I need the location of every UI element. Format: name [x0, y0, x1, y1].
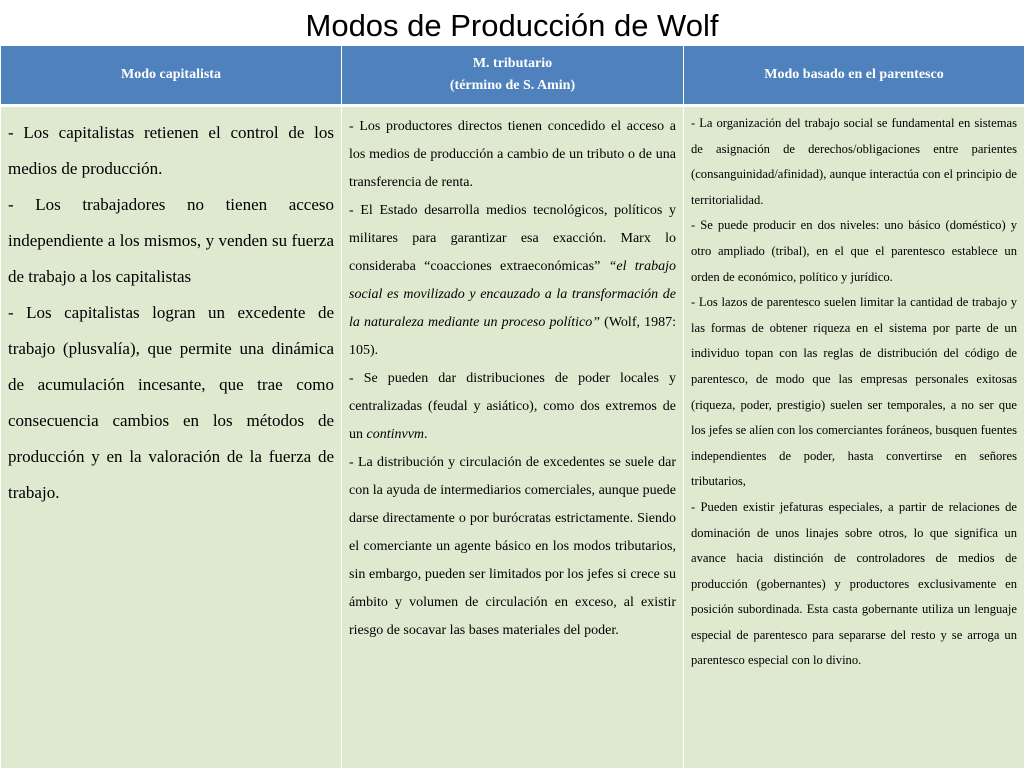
header-modo-parentesco [684, 46, 1024, 106]
tributario-point-1: - Los productores directos tienen concedido el acceso a los medios de producción a cambio de un tributo o de una transferencia de renta. [349, 119, 676, 190]
page-title: Modos de Producción de Wolf [305, 8, 719, 43]
tributario-quote: “el trabajo social es movilizado y encauzado a la transformación de la naturaleza mediante un proceso político” [349, 259, 676, 330]
header-modo-capitalista [1, 46, 342, 106]
tributario-point-2 [349, 197, 676, 365]
header-sublabel-tributario: (término de S. Amin) [449, 78, 576, 93]
tributario-citation: (Wolf, 1987: 105). [349, 315, 676, 358]
tributario-point-3 [349, 365, 676, 449]
tributario-point-3-end: . [424, 427, 428, 442]
table-header [1, 46, 1024, 106]
capitalista-point-3: - Los capitalistas logran un excedente de trabajo (plusvalía), que permite una dinámica de acumulación incesante, que trae como consecuencia cambios en los métodos de producción y en la valoración de la fuerza de trabajo. [8, 303, 334, 502]
capitalista-point-2: - Los trabajadores no tienen acceso independiente a los mismos, y venden su fuerza de trabajo a los capitalistas [8, 195, 334, 286]
parentesco-point-2: - Se puede producir en dos niveles: uno básico (doméstico) y otro ampliado (tribal), en el que el parentesco establece un orden de económico, político y jurídico. [691, 218, 1017, 284]
tributario-continuum: continvvm [366, 427, 425, 442]
modes-table [0, 46, 1024, 768]
parentesco-point-4: - Pueden existir jefaturas especiales, a partir de relaciones de dominación de unos linajes sobre otros, lo que significa un avance hacia distinción de controladores de medios de producción (gobernantes) y productores exclusivamente en posición subordinada. Esta casta gobernante utiliza un lenguaje especial de parentesco para separarse del resto y se arroga un parentesco especial con lo divino. [691, 499, 1017, 668]
tributario-point-4: - La distribución y circulación de excedentes se suele dar con la ayuda de intermediarios comerciales, aunque puede darse directamente o por burócratas estrictamente. Siendo el comerciante un agente básico en los modos tributarios, sin embargo, pueden ser limitados por los jefes si crece su ámbito y volumen de circulación en exceso, al existir riesgo de socavar las bases materiales del poder. [349, 455, 676, 638]
table-row [1, 106, 1024, 768]
header-row [1, 46, 1024, 106]
header-label-parentesco: Modo basado en el parentesco [764, 67, 944, 82]
cell-modo-capitalista [1, 106, 342, 768]
parentesco-point-1: - La organización del trabajo social se fundamental en sistemas de asignación de derechos/obligaciones entre parientes (consanguinidad/afinidad), aunque interactúa con el principio de territorialidad. [691, 116, 1017, 207]
header-modo-tributario [342, 46, 684, 106]
cell-modo-tributario [342, 106, 684, 768]
parentesco-point-3: - Los lazos de parentesco suelen limitar la cantidad de trabajo y las formas de obtener riqueza en el sistema por parte de un individuo topan con las reglas de distribución del código de parentesco, de modo que las empresas personales exitosas (riqueza, poder, prestigio) suelen ser temporales, a no ser que los jefes se alíen con los comerciantes foráneos, busquen fuentes independientes de poder, hasta convertirse en señores tributarios, [691, 295, 1017, 489]
header-label-capitalista: Modo capitalista [121, 67, 221, 82]
table-body [1, 106, 1024, 768]
tributario-point-2-text: - El Estado desarrolla medios tecnológicos, políticos y militares para garantizar esa exacción. Marx lo consideraba “coacciones extraeconómicas” [349, 203, 676, 274]
capitalista-point-1: - Los capitalistas retienen el control de los medios de producción. [8, 123, 334, 178]
cell-modo-parentesco [684, 106, 1024, 768]
tributario-point-3-text: - Se pueden dar distribuciones de poder locales y centralizadas (feudal y asiático), como dos extremos de un [349, 371, 676, 442]
header-label-tributario: M. tributario [472, 56, 553, 71]
